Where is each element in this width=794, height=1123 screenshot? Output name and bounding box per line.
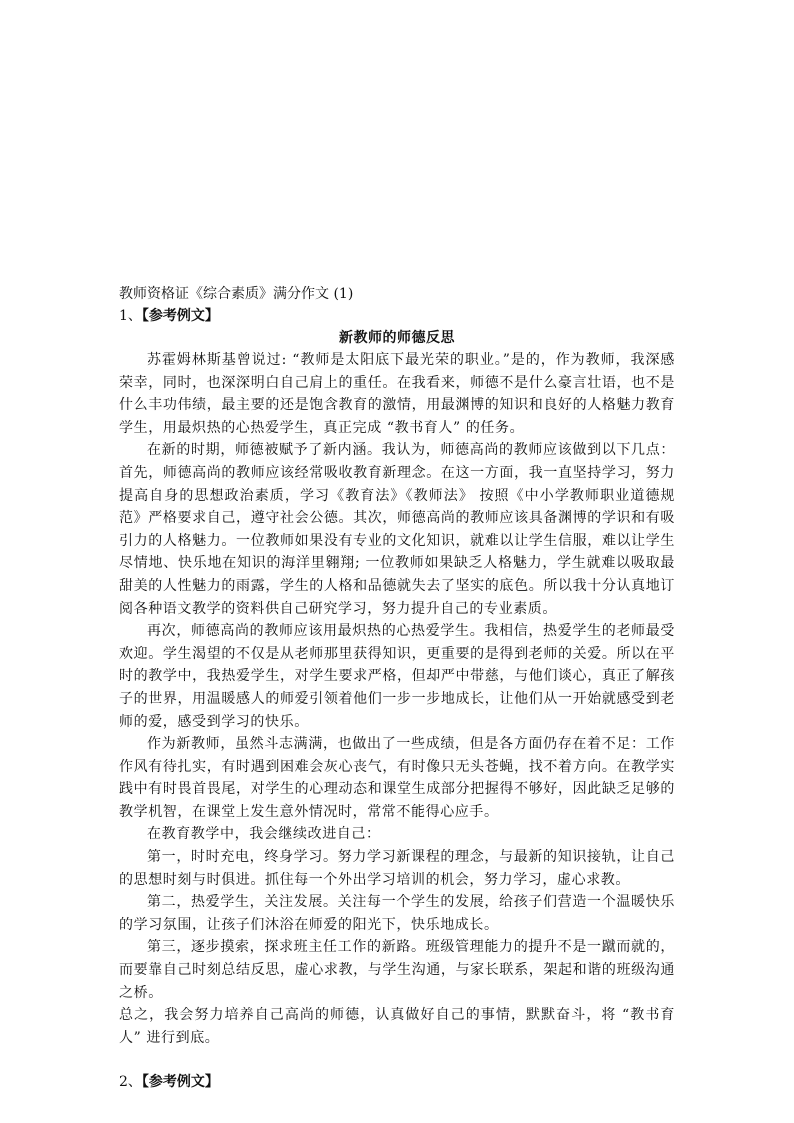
essay-paragraph-6: 第一，时时充电，终身学习。努力学习新课程的理念，与最新的知识接轨，让自己的思想时刻与时俱进。抓住每一个外出学习培训的机会，努力学习，虚心求教。 (119, 849, 675, 888)
essay-paragraph-2: 在新的时期，师德被赋予了新内涵。我认为，师德高尚的教师应该做到以下几点：首先，师德高尚的教师应该经常吸收教育新理念。在这一方面，我一直坚持学习，努力提高自身的思想政治素质，学习《教育法》《教师法》 按照《中小学教师职业道德规范》严格要求自己，遵守社会公德。其次，师德高尚的教师应该具备渊博的学识和有吸引力的人格魅力。一位教师如果没有专业的文化知识，就难以让学生信服，难以让学生尽情地、快乐地在知识的海洋里翱翔; 一位教师如果缺乏人格魅力，学生就难以吸取最甜美的人性魅力的雨露，学生的人格和品德就失去了坚实的底色。所以我十分认真地订阅各种语文教学的资料供自己研究学习，努力提升自己的专业素质。 (119, 442, 675, 617)
essay-paragraph-7: 第二，热爱学生，关注发展。关注每一个学生的发展，给孩子们营造一个温暖快乐的学习氛围，让孩子们沐浴在师爱的阳光下，快乐地成长。 (119, 894, 675, 933)
essay-closing: 总之，我会努力培养自己高尚的师德，认真做好自己的事情，默默奋斗，将 “教书育人” 进行到底。 (119, 1007, 675, 1046)
essay-paragraph-4: 作为新教师，虽然斗志满满，也做出了一些成绩，但是各方面仍存在着不足：工作作风有待扎实，有时遇到困难会灰心丧气，有时像只无头苍蝇，找不着方向。在教学实践中有时畏首畏尾，对学生的心理动态和课堂生成部分把握得不够好，因此缺乏足够的教学机智，在课堂上发生意外情况时，常常不能得心应手。 (119, 736, 675, 820)
example-2-label: 【参考例文】 (141, 1074, 219, 1091)
essay-title: 新教师的师德反思 (339, 330, 455, 346)
essay-paragraph-8: 第三，逐步摸索，探求班主任工作的新路。班级管理能力的提升不是一蹴而就的，而要靠自己时刻总结反思，虚心求教，与学生沟通，与家长联系，架起和谐的班级沟通之桥。 (119, 939, 675, 1001)
example-1-label: 【参考例文】 (141, 308, 219, 324)
example-2-heading (119, 1071, 675, 1093)
section-spacer (119, 1049, 675, 1071)
document-page (119, 283, 675, 1093)
essay-paragraph-3: 再次，师德高尚的教师应该用最炽热的心热爱学生。我相信，热爱学生的老师最受欢迎。学生渴望的不仅是从老师那里获得知识，更重要的是得到老师的关爱。所以在平时的教学中，我热爱学生，对学生要求严格，但却严中带慈，与他们谈心，真正了解孩子的世界，用温暖感人的师爱引领着他们一步一步地成长，让他们从一开始就感受到老师的爱，感受到学习的快乐。 (119, 623, 675, 730)
example-1-number: 1、 (119, 308, 142, 324)
essay-paragraph-5: 在教育教学中，我会继续改进自己： (147, 826, 381, 843)
essay-paragraph-1: 苏霍姆林斯基曾说过: “教师是太阳底下最光荣的职业。”是的，作为教师，我深感荣幸，同时，也深深明白自己肩上的重任。在我看来，师德不是什么豪言壮语，也不是什么丰功伟绩，最主要的还是饱含教育的激情，用最渊博的知识和良好的人格魅力教育学生，用最炽热的心热爱学生，真正完成 “教书育人” 的任务。 (119, 352, 675, 436)
example-2-number: 2、 (119, 1074, 142, 1091)
example-1-heading (119, 305, 675, 327)
document-title: 教师资格证《综合素质》满分作文 (1) (119, 286, 354, 302)
